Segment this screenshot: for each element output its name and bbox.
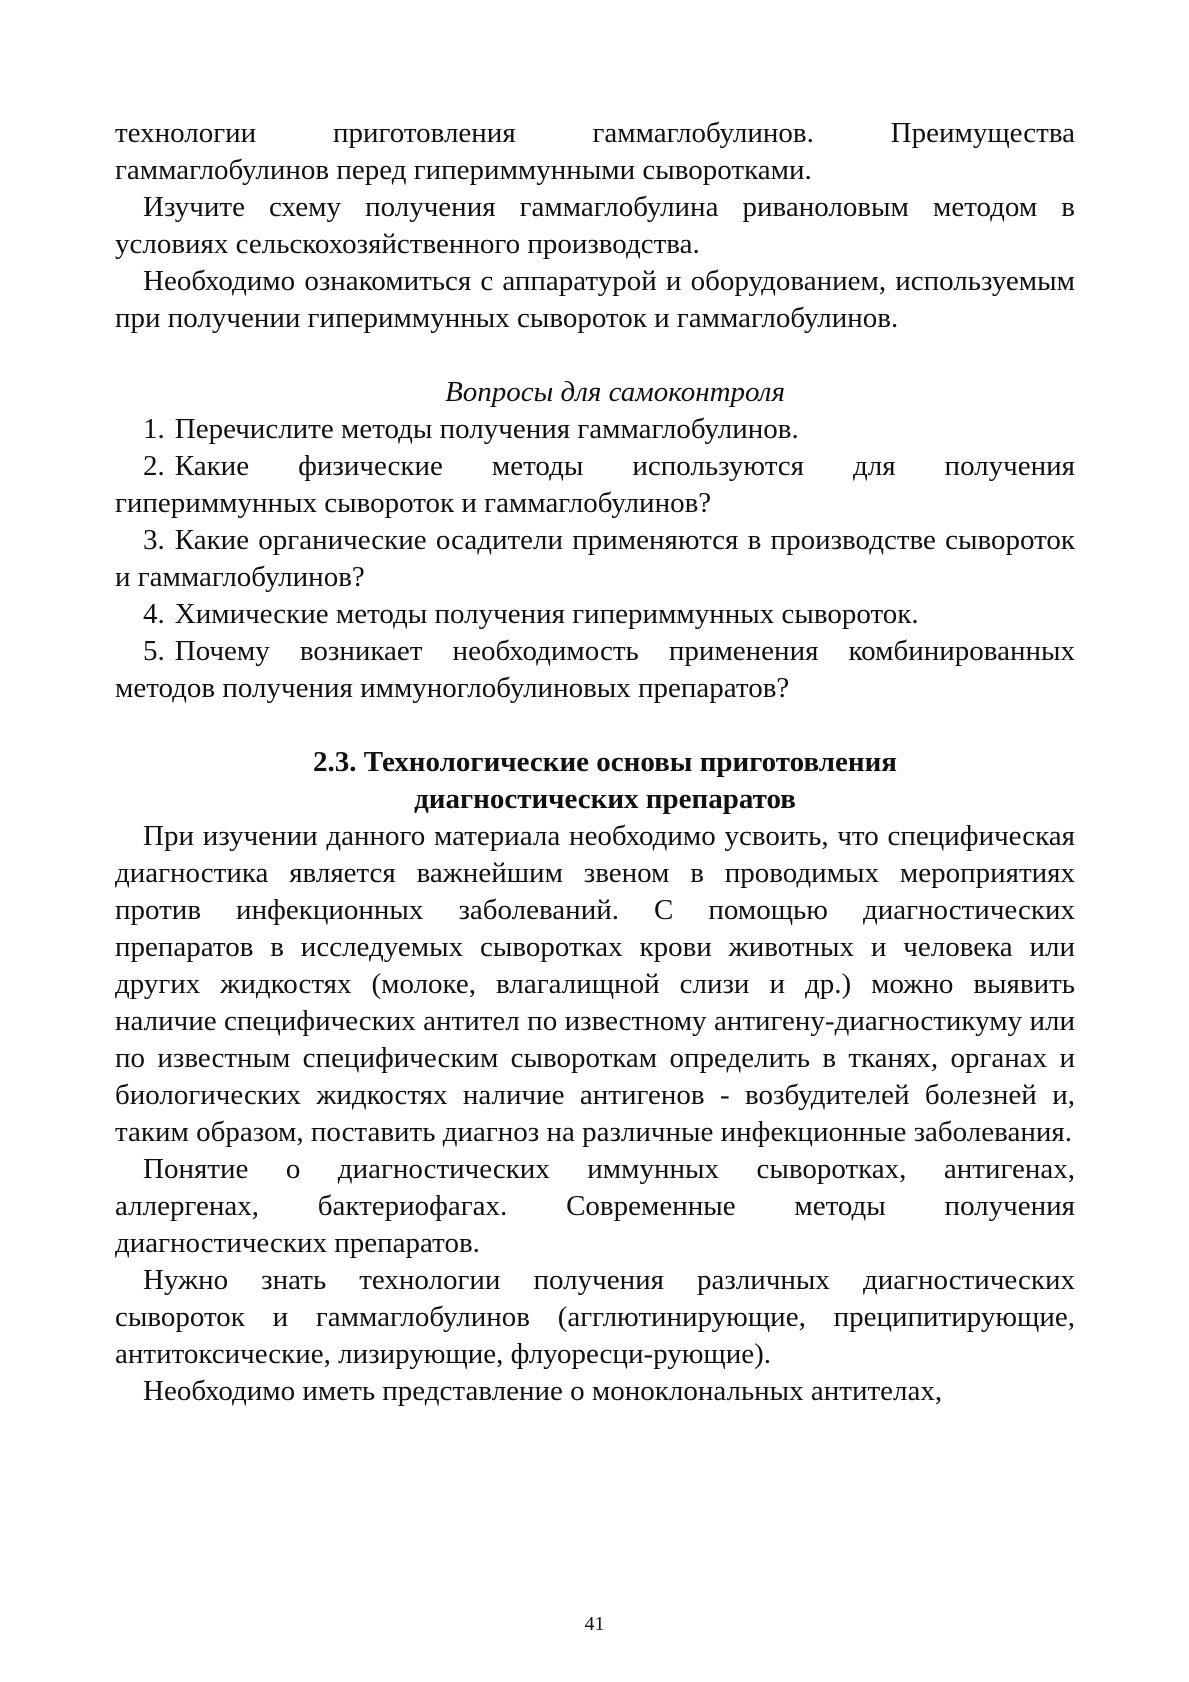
section-heading [115, 744, 1075, 818]
question-item [115, 522, 1075, 596]
paragraph-study-scheme: Изучите схему получения гаммаглобулина риваноловым методом в условиях сельскохозяйственного производства. [115, 191, 1075, 260]
paragraph-monoclonal: Необходимо иметь представление о моноклональных антителах, [143, 1375, 943, 1407]
question-number: 4. [143, 598, 165, 630]
question-text: Какие физические методы используются для получения гипериммунных сывороток и гаммаглобулинов? [115, 450, 1075, 519]
question-text: Почему возникает необходимость применения комбинированных методов получения иммуноглобулиновых препаратов? [115, 635, 1075, 704]
question-text: Какие органические осадители применяются в производстве сывороток и гаммаглобулинов? [115, 524, 1075, 593]
paragraph-diagnostics-intro: При изучении данного материала необходимо усвоить, что специфическая диагностика является важнейшим звеном в проводимых мероприятиях против инфекционных заболеваний. С помощью диагностических препаратов в исследуемых сыворотках крови животных и человека или других жидкостях (молоке, влагалищной слизи и др.) можно выявить наличие специфических антител по известному антигену-диагностикуму или по известным специфическим сывороткам определить в тканях, органах и биологических жидкостях наличие антигенов - возбудителей болезней и, таким образом, поставить диагноз на различные инфекционные заболевания. [115, 820, 1075, 1148]
question-number: 3. [143, 524, 165, 556]
section-heading-line-2: диагностических препаратов [414, 783, 796, 815]
page-content [115, 115, 1075, 1410]
question-text: Перечислите методы получения гаммаглобулинов. [174, 413, 799, 445]
section-heading-line-1: 2.3. Технологические основы приготовления [313, 746, 897, 778]
questions-heading: Вопросы для самоконтроля [445, 376, 785, 408]
question-number: 1. [143, 413, 165, 445]
question-item [115, 448, 1075, 522]
question-item [115, 633, 1075, 707]
question-number: 2. [143, 450, 165, 482]
paragraph-equipment: Необходимо ознакомиться с аппаратурой и оборудованием, используемым при получении гипериммунных сывороток и гаммаглобулинов. [115, 265, 1075, 334]
question-item [115, 411, 1075, 448]
question-text: Химические методы получения гипериммунных сывороток. [174, 598, 919, 630]
paragraph-technologies: Нужно знать технологии получения различных диагностических сывороток и гаммаглобулинов (агглютинирующие, преципитирующие, антитоксические, лизирующие, флуоресци-рующие). [115, 1264, 1075, 1370]
questions-list [115, 411, 1075, 707]
page-number: 41 [584, 1613, 605, 1635]
question-number: 5. [143, 635, 165, 667]
paragraph-continuation: технологии приготовления гаммаглобулинов. Преимущества гаммаглобулинов перед гипериммунными сыворотками. [115, 117, 1075, 186]
question-item [115, 596, 1075, 633]
paragraph-diagnostic-concepts: Понятие о диагностических иммунных сыворотках, антигенах, аллергенах, бактериофагах. Современные методы получения диагностических препаратов. [115, 1153, 1075, 1259]
